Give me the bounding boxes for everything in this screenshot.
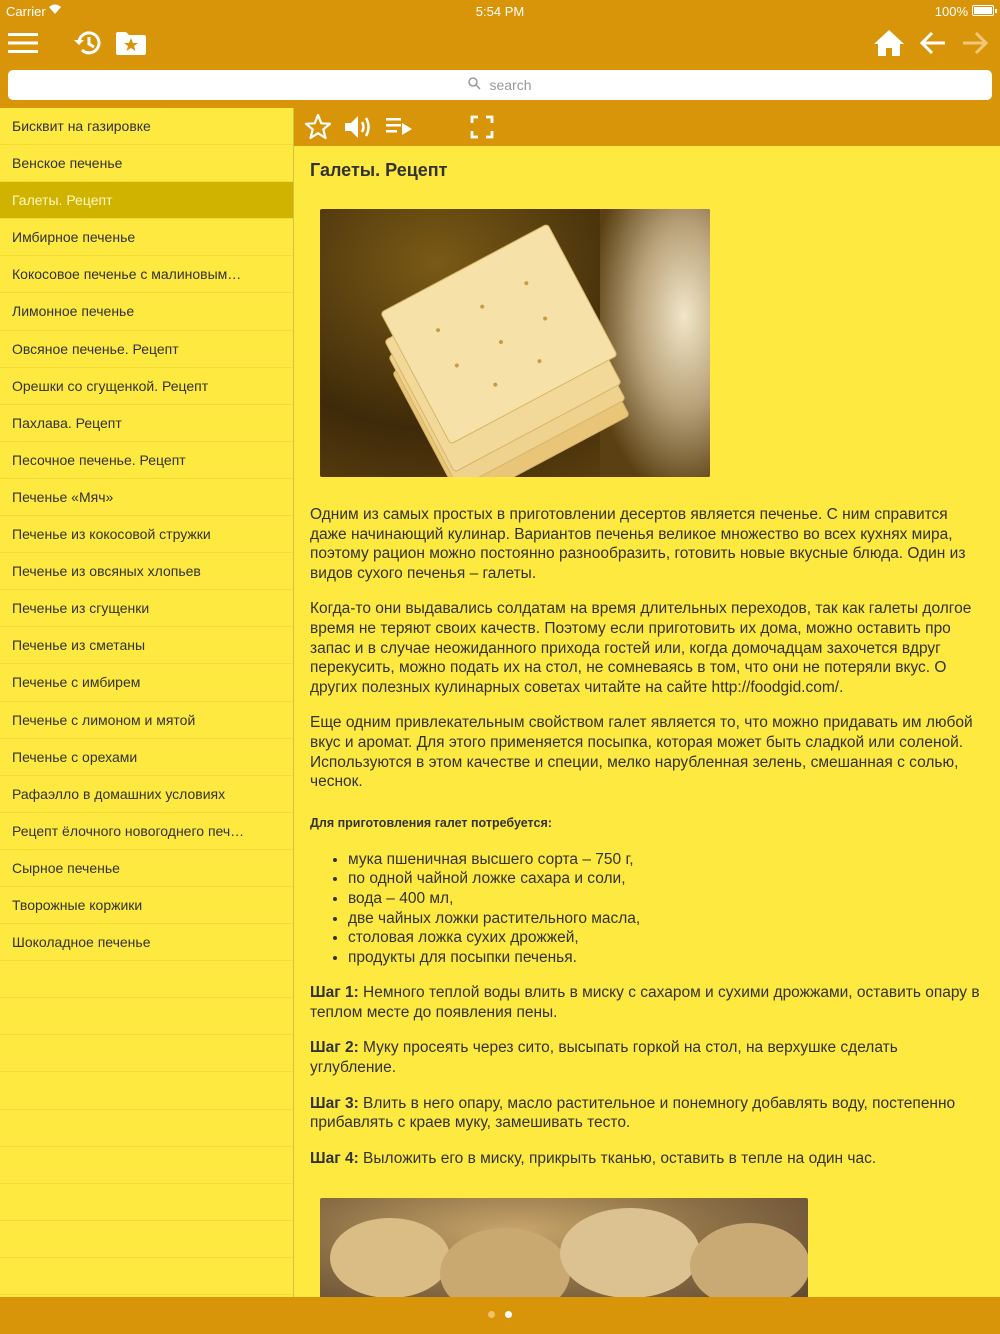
history-icon[interactable] [70,26,104,60]
list-item[interactable]: Печенье из овсяных хлопьев [0,553,293,590]
search-icon [468,77,481,93]
step-paragraph [310,1038,984,1077]
paragraph: Когда-то они выдавались солдатам на время длительных переходов, так как галеты долгое время не теряют своих качеств. Поэтому если приготовить их дома, можно оставить про запас и в случае неожиданного прихода гостей или, когда домочадцам захочется вдруг перекусить, можно подать их на стол, не сомневаясь в том, что они не потеряли вкус. О других полезных кулинарных советах читайте на сайте http://foodgid.com/. [310,600,972,696]
battery-icon [972,5,994,16]
list-item[interactable]: Лимонное печенье [0,293,293,330]
back-arrow-icon[interactable] [916,26,950,60]
step-text: Влить в него опару, масло растительное и понемногу добавлять воду, постепенно прибавлять с краев муку, замешивать тесто. [310,1094,956,1132]
list-item[interactable]: Печенье с орехами [0,739,293,776]
step-label: Шаг 3: [310,1094,359,1112]
article-toolbar [294,108,1000,146]
step-paragraph [310,1149,984,1169]
step-paragraph [310,1094,984,1133]
ingredients-heading: Для приготовления галет потребуется: [310,815,552,830]
empty-row [0,961,293,998]
ingredient-item: • вода – 400 мл, [348,889,984,909]
step-text: Муку просеять через сито, высыпать горкой на стол, на верхушке сделать углубление. [310,1039,898,1077]
list-item[interactable]: Шоколадное печенье [0,924,293,961]
speaker-icon[interactable] [342,111,374,143]
list-item[interactable]: Овсяное печенье. Рецепт [0,331,293,368]
navigation-bar [0,22,1000,62]
paragraph: Еще одним привлекательным свойством галет является то, что можно придавать им любой вкус и аромат. Для этого применяется посыпка, которая может быть сладкой или соленой. Используются в этом качестве и специи, мелко нарубленная зелень, смешанная с солью, чеснок. [310,714,973,791]
playlist-icon[interactable] [384,111,416,143]
ingredients-list [348,850,984,968]
list-item[interactable]: Кокосовое печенье с малиновым… [0,256,293,293]
list-item[interactable]: Сырное печенье [0,850,293,887]
galette-photo [320,209,710,477]
favorites-folder-icon[interactable] [114,26,148,60]
menu-icon[interactable] [6,26,40,60]
article-content [294,146,1000,1297]
list-item[interactable]: Печенье «Мяч» [0,479,293,516]
step-label: Шаг 2: [310,1039,359,1057]
star-icon[interactable] [302,111,334,143]
list-item[interactable]: Печенье из сметаны [0,627,293,664]
list-item[interactable]: Орешки со сгущенкой. Рецепт [0,368,293,405]
step-label: Шаг 1: [310,984,359,1002]
list-item[interactable]: Пахлава. Рецепт [0,405,293,442]
list-item[interactable]: Венское печенье [0,145,293,182]
ingredient-item: • по одной чайной ложке сахара и соли, [348,869,984,889]
empty-row [0,1184,293,1221]
empty-row [0,1147,293,1184]
list-item[interactable]: Рецепт ёлочного новогоднего печ… [0,813,293,850]
status-bar [0,0,1000,22]
page-dot[interactable] [488,1311,495,1318]
step-label: Шаг 4: [310,1149,359,1167]
page-dot-active[interactable] [505,1311,512,1318]
step-text: Немного теплой воды влить в миску с сахаром и сухими дрожжами, оставить опару в теплом месте до появления пены. [310,984,980,1021]
empty-row [0,998,293,1035]
article-title: Галеты. Рецепт [310,160,448,180]
list-item[interactable]: Печенье с лимоном и мятой [0,702,293,739]
ingredient-item: • продукты для посыпки печенья. [348,948,984,968]
list-item[interactable]: Имбирное печенье [0,219,293,256]
search-placeholder: search [489,77,532,93]
ingredient-item: • столовая ложка сухих дрожжей, [348,928,984,948]
page-control-bar [0,1297,1000,1334]
paragraph: Одним из самых простых в приготовлении десертов является печенье. С ним справится даже начинающий кулинар. Вариантов печенья великое множество во всех кухнях мира, поэтому рацион можно постоянно разнообразить, готовить новые вкусные блюда. Один из видов сухого печенья – галеты. [310,506,966,582]
empty-row [0,1221,293,1258]
recipe-list [0,108,294,1297]
ingredient-item: • мука пшеничная высшего сорта – 750 г, [348,850,984,870]
list-item-selected[interactable]: Галеты. Рецепт [0,182,293,219]
ingredient-item: • две чайных ложки растительного масла, [348,909,984,929]
empty-row [0,1110,293,1147]
list-item[interactable]: Печенье из сгущенки [0,590,293,627]
home-icon[interactable] [872,26,906,60]
empty-row [0,1258,293,1295]
dough-photo [320,1198,808,1297]
list-item[interactable]: Рафаэлло в домашних условиях [0,776,293,813]
empty-row [0,1072,293,1109]
step-text: Выложить его в миску, прикрыть тканью, оставить в тепле на один час. [358,1149,877,1167]
carrier-label: Carrier [6,4,46,19]
list-item[interactable]: Песочное печенье. Рецепт [0,442,293,479]
fullscreen-icon[interactable] [466,111,498,143]
forward-arrow-icon[interactable] [958,26,992,60]
battery-percent: 100% [934,4,968,19]
list-item[interactable]: Бисквит на газировке [0,108,293,145]
search-bar [0,62,1000,108]
empty-row [0,1035,293,1072]
list-item[interactable]: Печенье из кокосовой стружки [0,516,293,553]
search-input[interactable] [8,70,992,100]
clock: 5:54 PM [475,4,525,19]
list-item[interactable]: Печенье с имбирем [0,664,293,701]
step-paragraph [310,983,984,1022]
list-item[interactable]: Творожные коржики [0,887,293,924]
